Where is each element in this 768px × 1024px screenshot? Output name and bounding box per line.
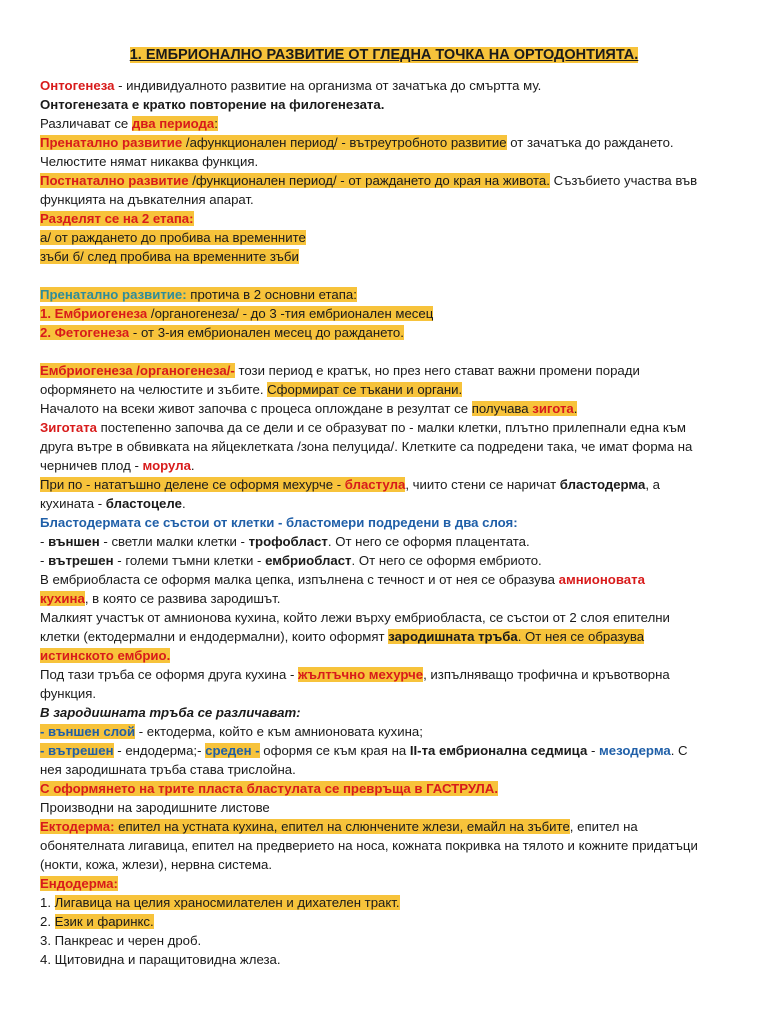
text-segment: При по - нататъшно делене се оформя мехурче -: [40, 477, 345, 492]
text-segment: (нокти, кожа, жлези), нервна система.: [40, 857, 273, 872]
text-segment: оформя се към края на: [259, 743, 410, 758]
text-segment: вътрешен: [48, 553, 114, 568]
text-segment: Ектодерма:: [40, 819, 115, 834]
text-segment: функцията на дъвкателния апарат.: [40, 192, 254, 207]
text-segment: Сформират се тъкани и органи.: [267, 382, 463, 397]
text-segment: - външен слой: [40, 724, 136, 739]
text-segment: получава: [471, 401, 533, 416]
text-line: [40, 760, 740, 779]
text-segment: от раждането до края на живота.: [348, 173, 550, 188]
text-segment: нея зародишната тръба става трислойна.: [40, 762, 296, 777]
text-line: [40, 285, 740, 304]
text-line: [40, 836, 740, 855]
text-segment: .: [573, 401, 578, 416]
text-line: [40, 684, 740, 703]
text-segment: Разделят се на 2 етапа:: [40, 211, 194, 226]
document-title: [0, 46, 768, 64]
text-segment: /функционален период/ -: [188, 173, 349, 188]
text-segment: 2.: [40, 914, 55, 929]
text-segment: оформянето на челюстите и зъбите.: [40, 382, 268, 397]
text-segment: 2. Фетогенеза: [40, 325, 130, 340]
text-segment: /афункционален период/ -: [182, 135, 350, 150]
text-segment: Началото на всеки живот започва с процеса оплождане в резултат се: [40, 401, 472, 416]
text-line: [40, 912, 740, 931]
text-segment: 4. Щитовидна и паращитовидна жлеза.: [40, 952, 281, 967]
text-segment: -: [587, 743, 600, 758]
text-line: [40, 494, 740, 513]
text-segment: -: [40, 553, 49, 568]
text-segment: Език и фаринкс.: [54, 914, 154, 929]
text-line: [40, 171, 740, 190]
text-segment: среден -: [205, 743, 260, 758]
text-line: [40, 475, 740, 494]
text-segment: епител на устната кухина, епител на слюнчените жлези, емайл на зъбите: [114, 819, 570, 834]
text-line: [40, 247, 740, 266]
text-segment: - вътрешен: [40, 743, 114, 758]
text-segment: кухината -: [40, 496, 106, 511]
text-segment: зигота: [532, 401, 574, 416]
text-segment: Пренатално развитие: [40, 135, 183, 150]
text-segment: 1. Ембриогенеза: [40, 306, 148, 321]
text-line: [40, 437, 740, 456]
text-segment: , изпълняващо трофична и кръвотворна: [423, 667, 670, 682]
text-segment: от зачатъка до раждането.: [506, 135, 674, 150]
text-segment: 1.: [40, 895, 55, 910]
text-line: [40, 627, 740, 646]
text-segment: мезодерма: [599, 743, 671, 758]
text-segment: Ендодерма:: [40, 876, 118, 891]
text-segment: Зиготата: [40, 420, 97, 435]
text-line: [40, 152, 740, 171]
text-line: [40, 380, 740, 399]
text-line: [40, 323, 740, 342]
text-segment: , епител на: [569, 819, 638, 834]
text-segment: - големи тъмни клетки -: [113, 553, 266, 568]
text-line: [40, 532, 740, 551]
text-line: [40, 361, 740, 380]
text-segment: обонятелната лигавица, епител на предверието на носа, кожната покривка на тялото и кожните придатъци: [40, 838, 698, 853]
text-segment: Бластодермата се състои от клетки - бластомери подредени в два слоя:: [40, 515, 518, 530]
text-line: [40, 399, 740, 418]
text-segment: Ембриогенеза /органогенеза/-: [40, 363, 235, 378]
text-line: [40, 456, 740, 475]
text-segment: . С: [670, 743, 688, 758]
text-segment: 3. Панкреас и черен дроб.: [40, 933, 202, 948]
text-segment: В ембриобласта се оформя малка цепка, изпълнена с течност и от нея се образува: [40, 572, 559, 587]
text-line: [40, 722, 740, 741]
text-line: [40, 703, 740, 722]
text-segment: черничев плод -: [40, 458, 143, 473]
text-line: [40, 513, 740, 532]
text-line: [40, 798, 740, 817]
text-segment: - ендодерма;-: [113, 743, 206, 758]
text-segment: този период е кратък, но през него стават важни промени поради: [234, 363, 640, 378]
text-segment: Производни на зародишните листове: [40, 800, 270, 815]
document-body: [40, 76, 740, 969]
text-segment: В зародишната тръба се различават:: [40, 705, 301, 720]
text-segment: Лигавица на целия храносмилателен и дихателен тракт.: [54, 895, 400, 910]
title-text: 1. ЕМБРИОНАЛНО РАЗВИТИЕ ОТ ГЛЕДНА ТОЧКА НА ОРТОДОНТИЯТА.: [129, 47, 639, 63]
text-segment: .: [190, 458, 195, 473]
text-segment: Различават се: [40, 116, 132, 131]
text-segment: бластоцеле: [105, 496, 182, 511]
text-line: [40, 551, 740, 570]
text-line: [40, 608, 740, 627]
text-segment: друга вътре в обвивката на яйцеклетката /зона пелуцида/. Клетките са подредени така, че имат форма на: [40, 439, 693, 454]
text-segment: - ектодерма, който е към амнионовата кухина;: [135, 724, 423, 739]
text-segment: зародишната тръба: [388, 629, 518, 644]
text-segment: а/ от раждането до пробива на временните: [40, 230, 306, 245]
blank-line: [40, 266, 740, 285]
text-segment: - индивидуалното развитие на организма от зачатъка до смъртта му.: [114, 78, 542, 93]
text-segment: Постнатално развитие: [40, 173, 189, 188]
text-segment: функция.: [40, 686, 97, 701]
text-line: [40, 190, 740, 209]
text-segment: :: [214, 116, 218, 131]
text-line: [40, 855, 740, 874]
text-segment: II-та ембрионална седмица: [409, 743, 588, 758]
text-segment: Пренатално развитие:: [40, 287, 187, 302]
text-segment: Съзъбието участва във: [549, 173, 698, 188]
text-line: [40, 209, 740, 228]
text-segment: ембриобласт: [265, 553, 352, 568]
text-line: [40, 589, 740, 608]
text-segment: морула: [142, 458, 191, 473]
text-segment: Под тази тръба се оформя друга кухина -: [40, 667, 299, 682]
text-segment: протича в 2 основни етапа:: [186, 287, 357, 302]
text-segment: кухина: [40, 591, 85, 606]
text-segment: Малкият участък от амнионова кухина, който лежи върху ембриобласта, се състои от 2 слоя епителни: [40, 610, 670, 625]
text-segment: два периода: [131, 116, 215, 131]
text-segment: постепенно започва да се дели и се образуват по - малки клетки, плътно прилепнали една към: [97, 420, 686, 435]
text-line: [40, 133, 740, 152]
text-line: [40, 779, 740, 798]
text-line: [40, 114, 740, 133]
text-segment: .: [181, 496, 186, 511]
text-segment: /органогенеза/ - до 3 -тия ембрионален месец: [147, 306, 434, 321]
text-segment: С оформянето на трите пласта бластулата се превръща в ГАСТРУЛА.: [40, 781, 498, 796]
text-segment: - от 3-ия ембрионален месец до раждането.: [129, 325, 404, 340]
text-segment: . От него се оформя ембриото.: [351, 553, 542, 568]
text-segment: , а: [645, 477, 660, 492]
text-segment: Онтогенеза: [40, 78, 115, 93]
text-segment: бластула: [344, 477, 406, 492]
text-segment: . От него се оформя плацентата.: [327, 534, 530, 549]
text-segment: жълтъчно мехурче: [298, 667, 424, 682]
text-segment: клетки (ектодермални и ендодермални), които оформят: [40, 629, 389, 644]
text-line: [40, 570, 740, 589]
text-segment: , в която се развива зародишът.: [84, 591, 281, 606]
text-segment: , чиито стени се наричат: [405, 477, 560, 492]
text-segment: - светли малки клетки -: [99, 534, 249, 549]
text-line: [40, 76, 740, 95]
text-segment: външен: [48, 534, 100, 549]
text-segment: бластодерма: [559, 477, 646, 492]
text-segment: Челюстите нямат никаква функция.: [40, 154, 259, 169]
text-segment: вътреутробното развитие: [349, 135, 507, 150]
text-line: [40, 665, 740, 684]
text-line: [40, 931, 740, 950]
text-line: [40, 228, 740, 247]
text-segment: истинското ембрио.: [40, 648, 171, 663]
blank-line: [40, 342, 740, 361]
text-segment: зъби б/ след пробива на временните зъби: [40, 249, 299, 264]
text-line: [40, 646, 740, 665]
text-line: [40, 741, 740, 760]
text-line: [40, 874, 740, 893]
text-segment: амнионовата: [558, 572, 645, 587]
text-segment: Онтогенезата е кратко повторение на филогенезата.: [40, 97, 385, 112]
text-line: [40, 418, 740, 437]
text-line: [40, 950, 740, 969]
text-line: [40, 304, 740, 323]
text-segment: трофобласт: [248, 534, 328, 549]
text-segment: -: [40, 534, 49, 549]
text-line: [40, 817, 740, 836]
text-segment: . От нея се образува: [517, 629, 645, 644]
text-line: [40, 893, 740, 912]
text-line: [40, 95, 740, 114]
